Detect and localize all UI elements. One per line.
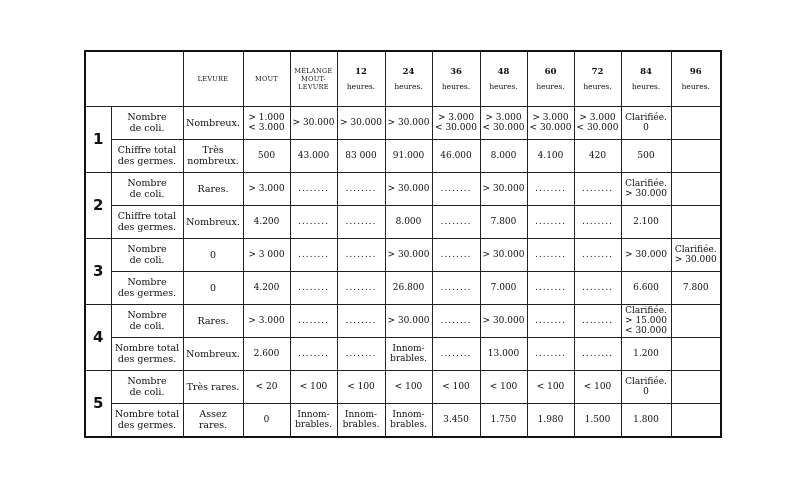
row-label: Nombre des germes. — [111, 272, 183, 305]
column-header-unit: heures. — [631, 81, 661, 91]
column-header-label: LEVURE — [197, 75, 229, 83]
column-header-label: MÉLANGE MOUT- LEVURE — [294, 67, 333, 91]
table-row — [85, 239, 721, 272]
table-cell-h60: ........ — [527, 305, 574, 338]
table-cell-melange: ........ — [290, 272, 337, 305]
table-cell-h36: ........ — [432, 173, 480, 206]
row-label: Nombre de coli. — [111, 371, 183, 404]
table-header — [85, 51, 721, 107]
table-cell-h96: Clarifiée. > 30.000 — [671, 239, 721, 272]
table-cell-h96: 7.800 — [671, 272, 721, 305]
table-cell-h48: > 30.000 — [480, 173, 527, 206]
table-row — [85, 371, 721, 404]
row-label: Nombre de coli. — [111, 239, 183, 272]
table-cell-h36: ........ — [432, 272, 480, 305]
column-header-hours: 36 — [450, 66, 462, 77]
table-cell-h12: > 30.000 — [337, 107, 385, 140]
table-cell-h12: < 100 — [337, 371, 385, 404]
table-cell-h24: 8.000 — [385, 206, 432, 239]
table-cell-h60: 4.100 — [527, 140, 574, 173]
table-cell-melange: ........ — [290, 305, 337, 338]
table-cell-mout: > 1.000 < 3.000 — [243, 107, 290, 140]
table-cell-levure: 0 — [183, 239, 243, 272]
column-header-hours: 60 — [544, 66, 557, 77]
table-cell-h36: 46.000 — [432, 140, 480, 173]
column-header-h84 — [621, 51, 671, 107]
table-cell-h24: > 30.000 — [385, 239, 432, 272]
table-cell-melange: ........ — [290, 173, 337, 206]
table-cell-melange: ........ — [290, 338, 337, 371]
table-cell-h72: ........ — [574, 338, 621, 371]
column-header-hours: 12 — [355, 66, 367, 77]
table-cell-h12: 83 000 — [337, 140, 385, 173]
table-cell-h48: 1.750 — [480, 404, 527, 437]
table-cell-h84: 1.200 — [621, 338, 671, 371]
row-label: Chiffre total des germes. — [111, 206, 183, 239]
row-label: Nombre de coli. — [111, 305, 183, 338]
table-cell-levure: Nombreux. — [183, 338, 243, 371]
table-cell-levure: 0 — [183, 272, 243, 305]
column-header-unit: heures. — [489, 81, 518, 91]
table-cell-h96 — [671, 305, 721, 338]
column-header-hours: 96 — [689, 66, 702, 77]
sample-number: 1 — [85, 107, 111, 173]
table-cell-mout: > 3 000 — [243, 239, 290, 272]
header-corner — [85, 51, 183, 107]
table-cell-mout: 500 — [243, 140, 290, 173]
table-cell-h12: ........ — [337, 206, 385, 239]
row-label: Nombre total des germes. — [111, 404, 183, 437]
table-cell-h60: ........ — [527, 338, 574, 371]
table-row — [85, 338, 721, 371]
table-row — [85, 404, 721, 437]
table-cell-levure: Nombreux. — [183, 206, 243, 239]
table-cell-h24: < 100 — [385, 371, 432, 404]
table-cell-h24: > 30.000 — [385, 173, 432, 206]
table-cell-mout: > 3.000 — [243, 305, 290, 338]
column-header-unit: heures. — [441, 81, 471, 91]
table-cell-h48: > 30.000 — [480, 305, 527, 338]
table-cell-levure: Rares. — [183, 305, 243, 338]
table-row — [85, 107, 721, 140]
table-cell-h36: ........ — [432, 239, 480, 272]
column-header-levure — [183, 51, 243, 107]
table-cell-mout: 2.600 — [243, 338, 290, 371]
table-cell-h12: Innom- brables. — [337, 404, 385, 437]
table-cell-h24: 91.000 — [385, 140, 432, 173]
table-cell-h12: ........ — [337, 338, 385, 371]
table-cell-h72: > 3.000 < 30.000 — [574, 107, 621, 140]
sample-number: 4 — [85, 305, 111, 371]
table-cell-h84: Clarifiée. 0 — [621, 107, 671, 140]
row-label: Chiffre total des germes. — [111, 140, 183, 173]
table-cell-h12: ........ — [337, 305, 385, 338]
table-cell-h12: ........ — [337, 173, 385, 206]
table-cell-h72: ........ — [574, 305, 621, 338]
column-header-hours: 24 — [402, 66, 415, 77]
table-cell-h72: ........ — [574, 206, 621, 239]
column-header-h60 — [527, 51, 574, 107]
table-cell-h96 — [671, 404, 721, 437]
table-cell-h24: > 30.000 — [385, 107, 432, 140]
table-cell-h60: ........ — [527, 206, 574, 239]
table-cell-h36: < 100 — [432, 371, 480, 404]
table-cell-h96 — [671, 338, 721, 371]
table-cell-h60: < 100 — [527, 371, 574, 404]
column-header-h48 — [480, 51, 527, 107]
table-cell-h48: 7.000 — [480, 272, 527, 305]
table-cell-h36: ........ — [432, 305, 480, 338]
table-cell-h36: 3.450 — [432, 404, 480, 437]
table-cell-h96 — [671, 107, 721, 140]
column-header-unit: heures. — [346, 81, 376, 91]
table-cell-melange: Innom- brables. — [290, 404, 337, 437]
table-cell-h60: ........ — [527, 173, 574, 206]
column-header-mout — [243, 51, 290, 107]
table-cell-h84: 1.800 — [621, 404, 671, 437]
table-cell-levure: Nombreux. — [183, 107, 243, 140]
table-cell-h60: ........ — [527, 239, 574, 272]
table-cell-h48: 8.000 — [480, 140, 527, 173]
table-cell-h24: 26.800 — [385, 272, 432, 305]
table-row — [85, 206, 721, 239]
table-cell-h60: 1.980 — [527, 404, 574, 437]
data-table-sheet — [84, 50, 720, 437]
column-header-label: MOUT — [255, 75, 278, 83]
table-cell-melange: ........ — [290, 239, 337, 272]
table-cell-mout: < 20 — [243, 371, 290, 404]
column-header-unit: heures. — [681, 81, 710, 91]
table-cell-h12: ........ — [337, 272, 385, 305]
table-row — [85, 272, 721, 305]
table-cell-h72: 1.500 — [574, 404, 621, 437]
column-header-h12 — [337, 51, 385, 107]
table-cell-h84: 6.600 — [621, 272, 671, 305]
table-row — [85, 140, 721, 173]
column-header-melange — [290, 51, 337, 107]
table-cell-h72: ........ — [574, 239, 621, 272]
table-cell-melange: > 30.000 — [290, 107, 337, 140]
table-cell-h84: Clarifiée. 0 — [621, 371, 671, 404]
table-cell-h84: 500 — [621, 140, 671, 173]
table-row — [85, 173, 721, 206]
table-cell-h36: > 3.000 < 30.000 — [432, 107, 480, 140]
table-cell-h24: Innom- brables. — [385, 338, 432, 371]
table-cell-levure: Assez rares. — [183, 404, 243, 437]
sample-number: 5 — [85, 371, 111, 437]
table-cell-h36: ........ — [432, 338, 480, 371]
table-cell-h60: > 3.000 < 30.000 — [527, 107, 574, 140]
table-cell-h48: 13.000 — [480, 338, 527, 371]
column-header-hours: 84 — [640, 66, 652, 77]
column-header-h96 — [671, 51, 721, 107]
table-cell-melange: 43.000 — [290, 140, 337, 173]
table-cell-mout: 4.200 — [243, 272, 290, 305]
table-cell-h96 — [671, 173, 721, 206]
table-cell-h72: < 100 — [574, 371, 621, 404]
column-header-hours: 72 — [591, 66, 604, 77]
table-row — [85, 305, 721, 338]
table-cell-mout: 4.200 — [243, 206, 290, 239]
table-cell-h48: > 30.000 — [480, 239, 527, 272]
table-cell-h72: 420 — [574, 140, 621, 173]
table-cell-h48: < 100 — [480, 371, 527, 404]
column-header-h36 — [432, 51, 480, 107]
table-cell-h60: ........ — [527, 272, 574, 305]
table-cell-h48: > 3.000 < 30.000 — [480, 107, 527, 140]
table-cell-h36: ........ — [432, 206, 480, 239]
table-cell-mout: 0 — [243, 404, 290, 437]
column-header-hours: 48 — [497, 66, 510, 77]
table-cell-h84: 2.100 — [621, 206, 671, 239]
table-cell-h96 — [671, 206, 721, 239]
row-label: Nombre de coli. — [111, 173, 183, 206]
bacteria-count-table — [84, 50, 722, 438]
row-label: Nombre total des germes. — [111, 338, 183, 371]
table-body — [85, 107, 721, 437]
row-label: Nombre de coli. — [111, 107, 183, 140]
header-row — [85, 51, 721, 107]
column-header-unit: heures. — [583, 81, 612, 91]
table-cell-h84: Clarifiée. > 15.000 < 30.000 — [621, 305, 671, 338]
table-cell-melange: ........ — [290, 206, 337, 239]
table-cell-h24: Innom- brables. — [385, 404, 432, 437]
table-cell-h72: ........ — [574, 272, 621, 305]
sample-number: 3 — [85, 239, 111, 305]
column-header-h72 — [574, 51, 621, 107]
table-cell-h12: ........ — [337, 239, 385, 272]
sample-number: 2 — [85, 173, 111, 239]
table-cell-h84: Clarifiée. > 30.000 — [621, 173, 671, 206]
table-cell-h48: 7.800 — [480, 206, 527, 239]
table-cell-levure: Très nombreux. — [183, 140, 243, 173]
column-header-unit: heures. — [536, 81, 565, 91]
table-cell-h72: ........ — [574, 173, 621, 206]
table-cell-levure: Rares. — [183, 173, 243, 206]
table-cell-h24: > 30.000 — [385, 305, 432, 338]
table-cell-mout: > 3.000 — [243, 173, 290, 206]
table-cell-h84: > 30.000 — [621, 239, 671, 272]
table-cell-h96 — [671, 371, 721, 404]
column-header-unit: heures. — [394, 81, 423, 91]
table-cell-h96 — [671, 140, 721, 173]
table-cell-melange: < 100 — [290, 371, 337, 404]
column-header-h24 — [385, 51, 432, 107]
table-cell-levure: Très rares. — [183, 371, 243, 404]
